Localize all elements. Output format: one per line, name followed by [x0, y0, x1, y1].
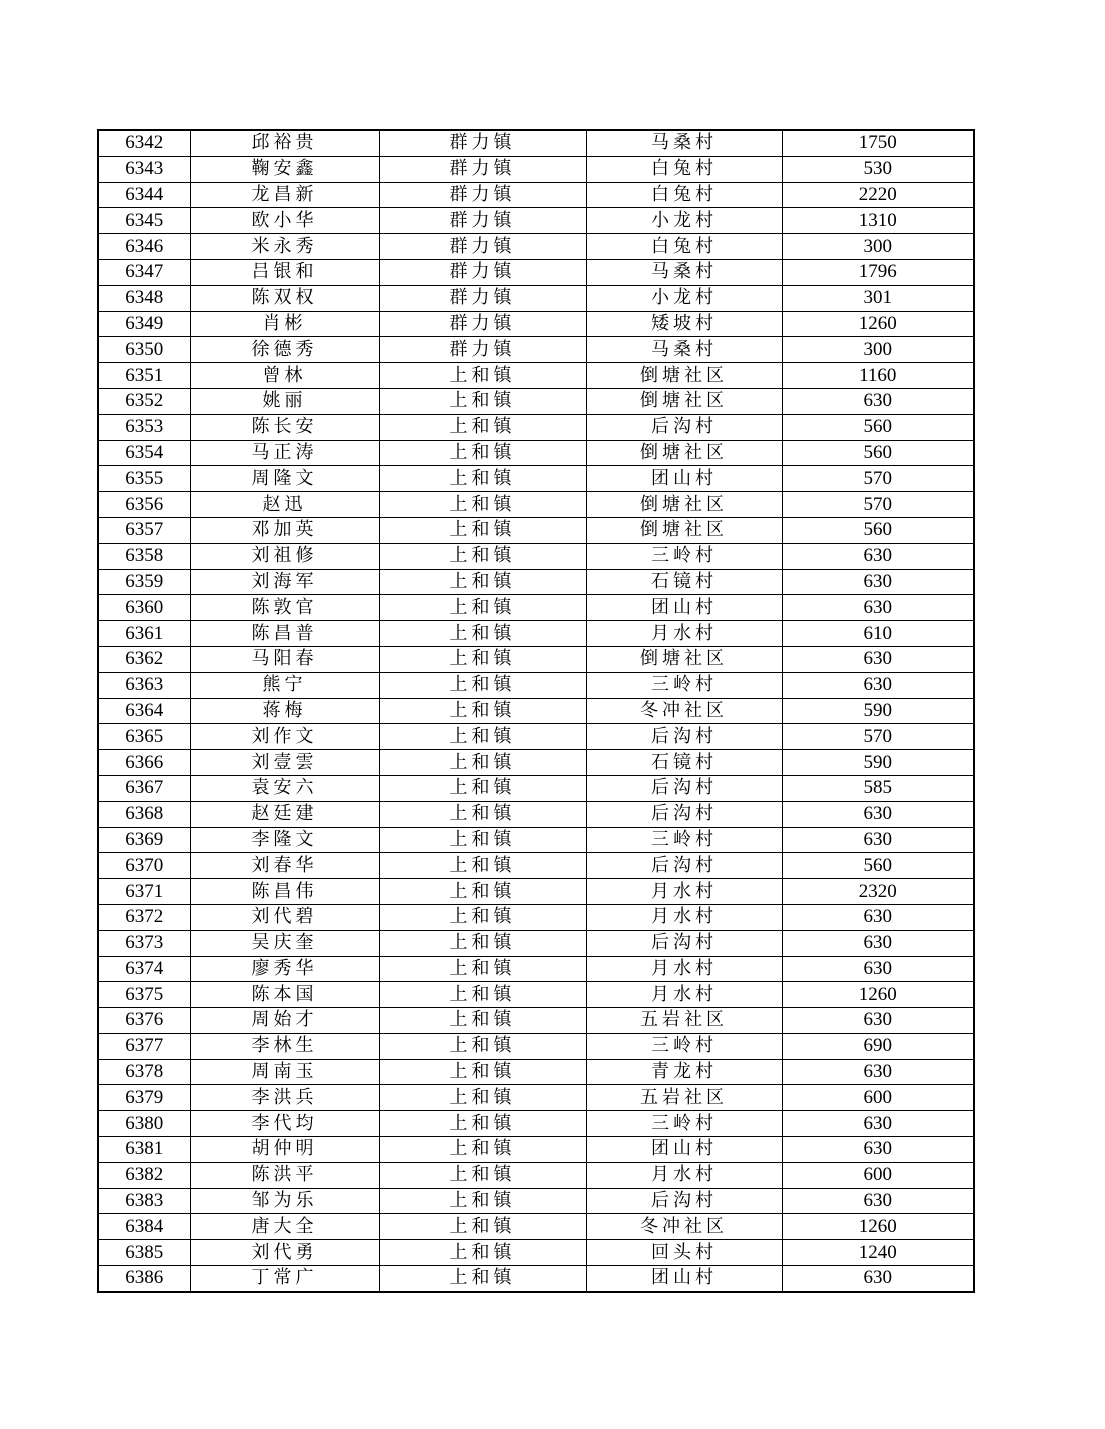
town-cell: 上和镇 [379, 517, 586, 543]
village-cell: 冬冲社区 [586, 1214, 782, 1240]
row-id-cell: 6383 [98, 1188, 190, 1214]
town-cell: 群力镇 [379, 182, 586, 208]
town-cell: 上和镇 [379, 595, 586, 621]
town-cell: 上和镇 [379, 646, 586, 672]
village-cell: 马桑村 [586, 337, 782, 363]
name-cell: 蒋梅 [190, 698, 379, 724]
name-cell: 周隆文 [190, 466, 379, 492]
row-id-cell: 6384 [98, 1214, 190, 1240]
town-cell: 群力镇 [379, 285, 586, 311]
town-cell: 上和镇 [379, 1188, 586, 1214]
town-cell: 上和镇 [379, 1059, 586, 1085]
row-id-cell: 6374 [98, 956, 190, 982]
name-cell: 刘春华 [190, 853, 379, 879]
village-cell: 五岩社区 [586, 1085, 782, 1111]
village-cell: 倒塘社区 [586, 440, 782, 466]
village-cell: 青龙村 [586, 1059, 782, 1085]
village-cell: 三岭村 [586, 672, 782, 698]
row-id-cell: 6342 [98, 130, 190, 156]
town-cell: 上和镇 [379, 466, 586, 492]
table-row [98, 1008, 974, 1034]
name-cell: 陈本国 [190, 982, 379, 1008]
town-cell: 上和镇 [379, 853, 586, 879]
table-row [98, 956, 974, 982]
table-row [98, 1059, 974, 1085]
name-cell: 陈昌普 [190, 621, 379, 647]
village-cell: 后沟村 [586, 801, 782, 827]
amount-cell: 1260 [782, 1214, 974, 1240]
amount-cell: 2320 [782, 879, 974, 905]
village-cell: 后沟村 [586, 724, 782, 750]
town-cell: 上和镇 [379, 698, 586, 724]
name-cell: 马正涛 [190, 440, 379, 466]
amount-cell: 630 [782, 1137, 974, 1163]
village-cell: 三岭村 [586, 543, 782, 569]
name-cell: 刘壹雲 [190, 750, 379, 776]
town-cell: 上和镇 [379, 1162, 586, 1188]
name-cell: 刘祖修 [190, 543, 379, 569]
row-id-cell: 6346 [98, 234, 190, 260]
village-cell: 小龙村 [586, 285, 782, 311]
village-cell: 后沟村 [586, 853, 782, 879]
town-cell: 群力镇 [379, 259, 586, 285]
town-cell: 群力镇 [379, 234, 586, 260]
table-row [98, 492, 974, 518]
name-cell: 陈双权 [190, 285, 379, 311]
town-cell: 上和镇 [379, 956, 586, 982]
name-cell: 吴庆奎 [190, 930, 379, 956]
town-cell: 群力镇 [379, 208, 586, 234]
table-row [98, 1033, 974, 1059]
town-cell: 群力镇 [379, 337, 586, 363]
village-cell: 回头村 [586, 1240, 782, 1266]
row-id-cell: 6372 [98, 904, 190, 930]
amount-cell: 630 [782, 801, 974, 827]
amount-cell: 630 [782, 1111, 974, 1137]
name-cell: 鞠安鑫 [190, 156, 379, 182]
table-row [98, 414, 974, 440]
town-cell: 上和镇 [379, 1240, 586, 1266]
town-cell: 群力镇 [379, 311, 586, 337]
amount-cell: 690 [782, 1033, 974, 1059]
town-cell: 上和镇 [379, 827, 586, 853]
amount-cell: 590 [782, 698, 974, 724]
village-cell: 后沟村 [586, 775, 782, 801]
table-row [98, 1162, 974, 1188]
table-row [98, 672, 974, 698]
row-id-cell: 6370 [98, 853, 190, 879]
amount-cell: 630 [782, 1188, 974, 1214]
town-cell: 上和镇 [379, 414, 586, 440]
amount-cell: 570 [782, 466, 974, 492]
row-id-cell: 6354 [98, 440, 190, 466]
amount-cell: 630 [782, 930, 974, 956]
amount-cell: 630 [782, 1008, 974, 1034]
row-id-cell: 6368 [98, 801, 190, 827]
amount-cell: 630 [782, 595, 974, 621]
name-cell: 廖秀华 [190, 956, 379, 982]
town-cell: 上和镇 [379, 1033, 586, 1059]
amount-cell: 630 [782, 569, 974, 595]
village-cell: 白兔村 [586, 182, 782, 208]
name-cell: 熊宁 [190, 672, 379, 698]
table-row [98, 311, 974, 337]
village-cell: 白兔村 [586, 234, 782, 260]
amount-cell: 560 [782, 414, 974, 440]
name-cell: 陈长安 [190, 414, 379, 440]
row-id-cell: 6350 [98, 337, 190, 363]
village-cell: 冬冲社区 [586, 698, 782, 724]
row-id-cell: 6343 [98, 156, 190, 182]
table-row [98, 182, 974, 208]
name-cell: 曾林 [190, 363, 379, 389]
town-cell: 上和镇 [379, 543, 586, 569]
amount-cell: 630 [782, 672, 974, 698]
name-cell: 李林生 [190, 1033, 379, 1059]
row-id-cell: 6380 [98, 1111, 190, 1137]
table-row [98, 879, 974, 905]
row-id-cell: 6371 [98, 879, 190, 905]
table-row [98, 234, 974, 260]
amount-cell: 1260 [782, 982, 974, 1008]
table-row [98, 1137, 974, 1163]
town-cell: 上和镇 [379, 1214, 586, 1240]
town-cell: 上和镇 [379, 775, 586, 801]
table-row [98, 1111, 974, 1137]
village-cell: 月水村 [586, 956, 782, 982]
town-cell: 上和镇 [379, 1137, 586, 1163]
name-cell: 刘海军 [190, 569, 379, 595]
village-cell: 团山村 [586, 466, 782, 492]
village-cell: 倒塘社区 [586, 492, 782, 518]
table-row [98, 982, 974, 1008]
row-id-cell: 6363 [98, 672, 190, 698]
village-cell: 三岭村 [586, 827, 782, 853]
table-row [98, 646, 974, 672]
row-id-cell: 6355 [98, 466, 190, 492]
table-row [98, 724, 974, 750]
name-cell: 米永秀 [190, 234, 379, 260]
table-row [98, 337, 974, 363]
row-id-cell: 6361 [98, 621, 190, 647]
amount-cell: 630 [782, 956, 974, 982]
village-cell: 倒塘社区 [586, 388, 782, 414]
name-cell: 肖彬 [190, 311, 379, 337]
amount-cell: 300 [782, 337, 974, 363]
amount-cell: 570 [782, 724, 974, 750]
name-cell: 胡仲明 [190, 1137, 379, 1163]
town-cell: 上和镇 [379, 440, 586, 466]
table-row [98, 208, 974, 234]
table-row [98, 621, 974, 647]
town-cell: 上和镇 [379, 569, 586, 595]
town-cell: 群力镇 [379, 130, 586, 156]
town-cell: 上和镇 [379, 492, 586, 518]
village-cell: 后沟村 [586, 1188, 782, 1214]
name-cell: 丁常广 [190, 1266, 379, 1292]
village-cell: 三岭村 [586, 1033, 782, 1059]
village-cell: 倒塘社区 [586, 646, 782, 672]
amount-cell: 630 [782, 388, 974, 414]
table-row [98, 440, 974, 466]
row-id-cell: 6379 [98, 1085, 190, 1111]
row-id-cell: 6376 [98, 1008, 190, 1034]
table-row [98, 259, 974, 285]
town-cell: 上和镇 [379, 750, 586, 776]
town-cell: 上和镇 [379, 388, 586, 414]
table-row [98, 569, 974, 595]
table-row [98, 1214, 974, 1240]
name-cell: 唐大全 [190, 1214, 379, 1240]
row-id-cell: 6349 [98, 311, 190, 337]
town-cell: 上和镇 [379, 363, 586, 389]
town-cell: 群力镇 [379, 156, 586, 182]
amount-cell: 1240 [782, 1240, 974, 1266]
row-id-cell: 6353 [98, 414, 190, 440]
row-id-cell: 6377 [98, 1033, 190, 1059]
table-row [98, 466, 974, 492]
town-cell: 上和镇 [379, 904, 586, 930]
name-cell: 邓加英 [190, 517, 379, 543]
table-row [98, 930, 974, 956]
village-cell: 后沟村 [586, 414, 782, 440]
amount-cell: 630 [782, 1059, 974, 1085]
row-id-cell: 6351 [98, 363, 190, 389]
town-cell: 上和镇 [379, 879, 586, 905]
town-cell: 上和镇 [379, 621, 586, 647]
name-cell: 袁安六 [190, 775, 379, 801]
name-cell: 陈昌伟 [190, 879, 379, 905]
row-id-cell: 6366 [98, 750, 190, 776]
amount-cell: 600 [782, 1162, 974, 1188]
village-cell: 月水村 [586, 621, 782, 647]
row-id-cell: 6386 [98, 1266, 190, 1292]
village-cell: 三岭村 [586, 1111, 782, 1137]
table-row [98, 750, 974, 776]
name-cell: 龙昌新 [190, 182, 379, 208]
town-cell: 上和镇 [379, 930, 586, 956]
amount-cell: 590 [782, 750, 974, 776]
amount-cell: 610 [782, 621, 974, 647]
village-cell: 马桑村 [586, 259, 782, 285]
name-cell: 吕银和 [190, 259, 379, 285]
amount-cell: 1310 [782, 208, 974, 234]
village-cell: 倒塘社区 [586, 517, 782, 543]
row-id-cell: 6385 [98, 1240, 190, 1266]
amount-cell: 560 [782, 853, 974, 879]
table-row [98, 156, 974, 182]
table-row [98, 801, 974, 827]
table-row [98, 595, 974, 621]
table-row [98, 904, 974, 930]
table-row [98, 1085, 974, 1111]
row-id-cell: 6345 [98, 208, 190, 234]
village-cell: 团山村 [586, 595, 782, 621]
row-id-cell: 6359 [98, 569, 190, 595]
village-cell: 月水村 [586, 904, 782, 930]
row-id-cell: 6347 [98, 259, 190, 285]
amount-cell: 585 [782, 775, 974, 801]
amount-cell: 301 [782, 285, 974, 311]
name-cell: 邱裕贵 [190, 130, 379, 156]
row-id-cell: 6362 [98, 646, 190, 672]
amount-cell: 1260 [782, 311, 974, 337]
table-row [98, 1188, 974, 1214]
village-cell: 马桑村 [586, 130, 782, 156]
amount-cell: 2220 [782, 182, 974, 208]
row-id-cell: 6369 [98, 827, 190, 853]
table-row [98, 388, 974, 414]
amount-cell: 630 [782, 827, 974, 853]
town-cell: 上和镇 [379, 724, 586, 750]
amount-cell: 1750 [782, 130, 974, 156]
row-id-cell: 6382 [98, 1162, 190, 1188]
name-cell: 刘代碧 [190, 904, 379, 930]
amount-cell: 560 [782, 440, 974, 466]
name-cell: 欧小华 [190, 208, 379, 234]
row-id-cell: 6367 [98, 775, 190, 801]
name-cell: 姚丽 [190, 388, 379, 414]
town-cell: 上和镇 [379, 801, 586, 827]
name-cell: 李代均 [190, 1111, 379, 1137]
village-cell: 矮坡村 [586, 311, 782, 337]
name-cell: 马阳春 [190, 646, 379, 672]
name-cell: 赵迅 [190, 492, 379, 518]
village-cell: 团山村 [586, 1137, 782, 1163]
row-id-cell: 6344 [98, 182, 190, 208]
amount-cell: 530 [782, 156, 974, 182]
row-id-cell: 6352 [98, 388, 190, 414]
amount-cell: 630 [782, 904, 974, 930]
row-id-cell: 6358 [98, 543, 190, 569]
row-id-cell: 6365 [98, 724, 190, 750]
village-cell: 倒塘社区 [586, 363, 782, 389]
table-row [98, 363, 974, 389]
name-cell: 刘作文 [190, 724, 379, 750]
town-cell: 上和镇 [379, 1111, 586, 1137]
village-cell: 石镜村 [586, 569, 782, 595]
name-cell: 邹为乐 [190, 1188, 379, 1214]
name-cell: 周南玉 [190, 1059, 379, 1085]
village-cell: 小龙村 [586, 208, 782, 234]
amount-cell: 630 [782, 646, 974, 672]
amount-cell: 630 [782, 543, 974, 569]
table-row [98, 517, 974, 543]
village-cell: 月水村 [586, 879, 782, 905]
village-cell: 月水村 [586, 982, 782, 1008]
name-cell: 赵廷建 [190, 801, 379, 827]
amount-cell: 630 [782, 1266, 974, 1292]
town-cell: 上和镇 [379, 1008, 586, 1034]
row-id-cell: 6364 [98, 698, 190, 724]
table-row [98, 853, 974, 879]
row-id-cell: 6375 [98, 982, 190, 1008]
name-cell: 陈敦官 [190, 595, 379, 621]
table-row [98, 1266, 974, 1292]
row-id-cell: 6348 [98, 285, 190, 311]
row-id-cell: 6378 [98, 1059, 190, 1085]
amount-cell: 300 [782, 234, 974, 260]
town-cell: 上和镇 [379, 1085, 586, 1111]
row-id-cell: 6357 [98, 517, 190, 543]
town-cell: 上和镇 [379, 982, 586, 1008]
village-cell: 五岩社区 [586, 1008, 782, 1034]
amount-cell: 600 [782, 1085, 974, 1111]
village-cell: 白兔村 [586, 156, 782, 182]
table-body [98, 130, 974, 1292]
table-row [98, 543, 974, 569]
amount-cell: 1796 [782, 259, 974, 285]
row-id-cell: 6373 [98, 930, 190, 956]
name-cell: 陈洪平 [190, 1162, 379, 1188]
row-id-cell: 6356 [98, 492, 190, 518]
data-table [97, 129, 975, 1293]
row-id-cell: 6360 [98, 595, 190, 621]
table-row [98, 775, 974, 801]
amount-cell: 570 [782, 492, 974, 518]
town-cell: 上和镇 [379, 1266, 586, 1292]
name-cell: 徐德秀 [190, 337, 379, 363]
village-cell: 月水村 [586, 1162, 782, 1188]
amount-cell: 560 [782, 517, 974, 543]
town-cell: 上和镇 [379, 672, 586, 698]
table-row [98, 130, 974, 156]
village-cell: 团山村 [586, 1266, 782, 1292]
name-cell: 李隆文 [190, 827, 379, 853]
table-row [98, 827, 974, 853]
table-row [98, 698, 974, 724]
table-row [98, 285, 974, 311]
name-cell: 李洪兵 [190, 1085, 379, 1111]
village-cell: 石镜村 [586, 750, 782, 776]
name-cell: 刘代勇 [190, 1240, 379, 1266]
row-id-cell: 6381 [98, 1137, 190, 1163]
village-cell: 后沟村 [586, 930, 782, 956]
name-cell: 周始才 [190, 1008, 379, 1034]
amount-cell: 1160 [782, 363, 974, 389]
table-row [98, 1240, 974, 1266]
